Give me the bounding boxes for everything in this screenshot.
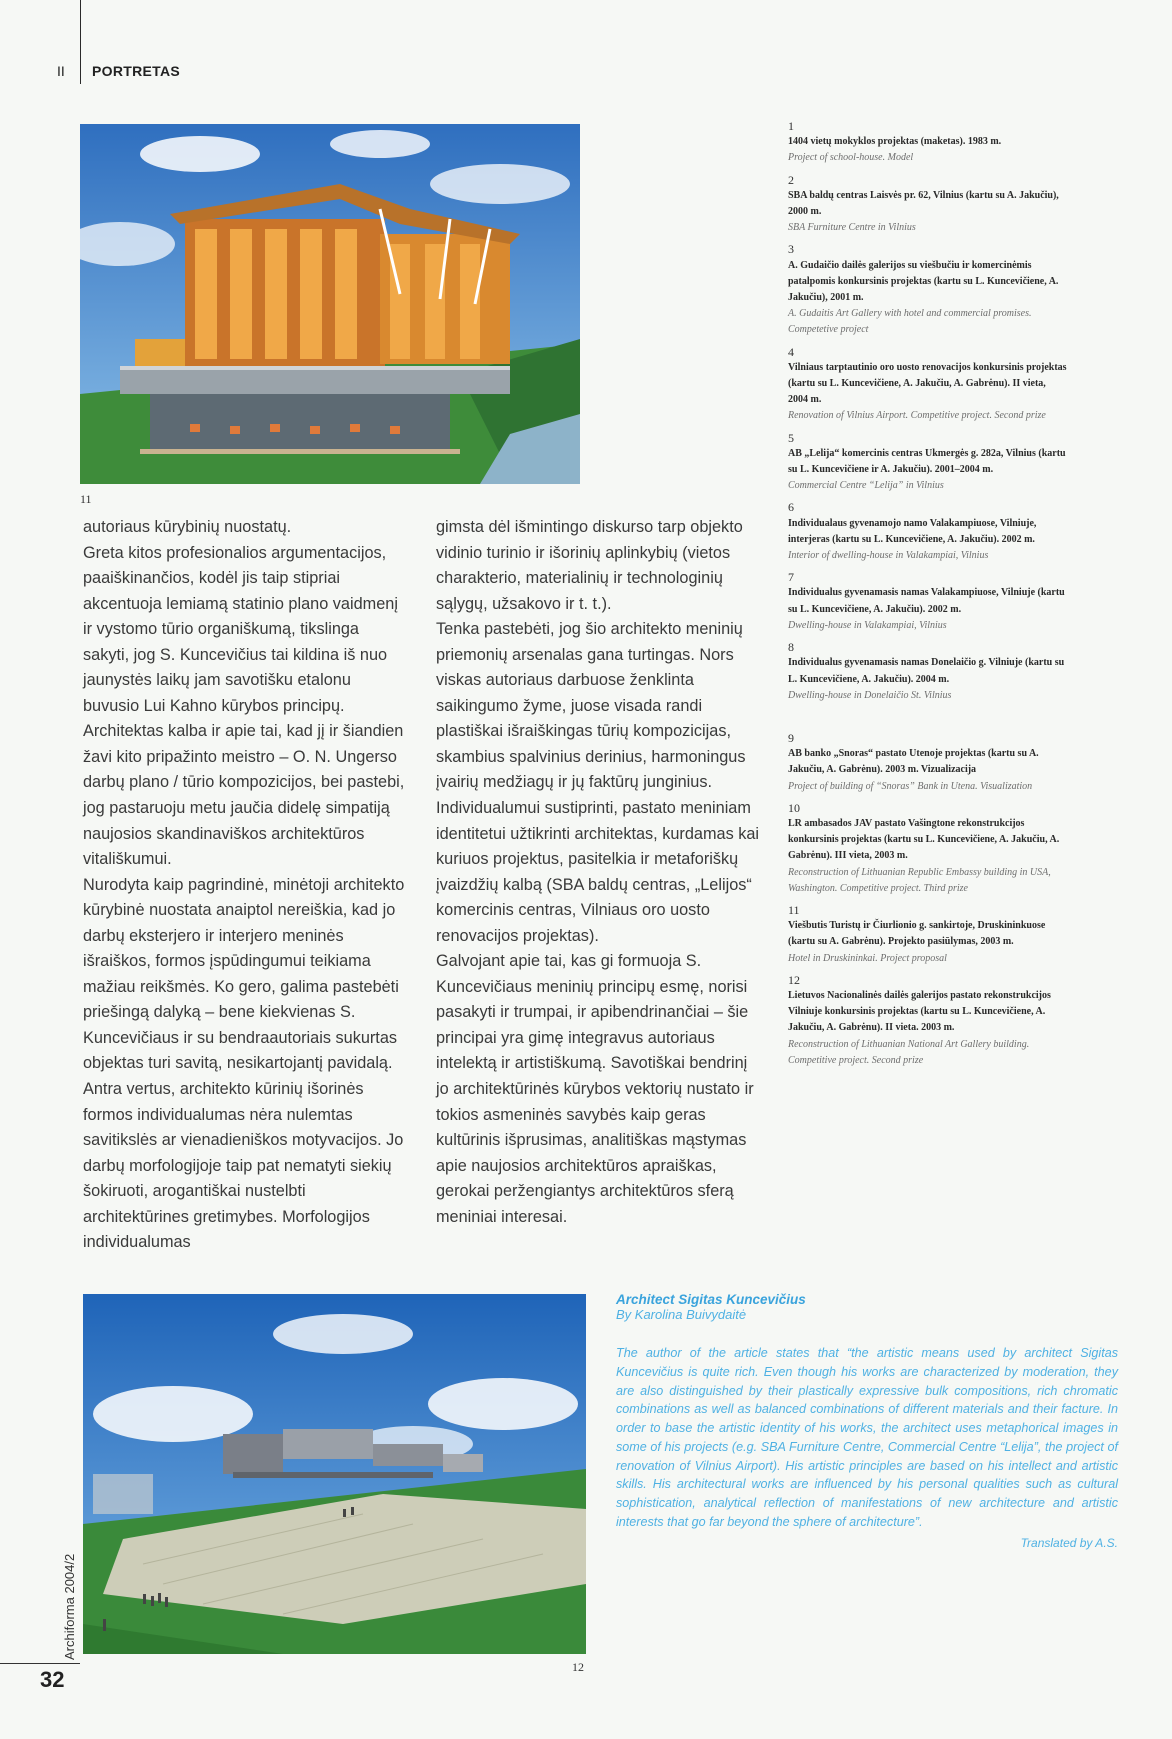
body-column-right: [436, 515, 761, 1230]
caption-en: Interior of dwelling-house in Valakampiai, Vilnius: [788, 550, 989, 562]
caption-en: A. Gudaitis Art Gallery with hotel and commercial promises. Competetive project: [788, 308, 1032, 336]
caption-lt: Individualus gyvenamasis namas Valakampiuose, Vilniuje (kartu su L. Kuncevičiene, A. Jakučiu). 2002 m.: [788, 587, 1065, 615]
caption-number: 10: [788, 800, 800, 815]
figure-11-image: [80, 124, 580, 484]
caption-item: [788, 800, 1068, 897]
caption-en: Dwelling-house in Valakampiai, Vilnius: [788, 619, 947, 631]
caption-number: 2: [788, 172, 794, 187]
caption-lt: Viešbutis Turistų ir Čiurlionio g. sankirtoje, Druskininkuose (kartu su A. Gabrėnu). Projekto pasiūlymas, 2003 m.: [788, 920, 1046, 948]
caption-lt: AB „Lelija“ komercinis centras Ukmergės g. 282a, Vilnius (kartu su L. Kuncevičiene ir A. Jakučiu). 2001–2004 m.: [788, 447, 1066, 476]
caption-number: 4: [788, 344, 794, 359]
caption-number: 9: [788, 730, 794, 745]
caption-lt: Lietuvos Nacionalinės dailės galerijos pastato rekonstrukcijos Vilniuje konkursinis projektas (kartu su L. Kuncevičiene, A. Jakučiu, A. Gabrėnu). II vieta. 2003 m.: [788, 989, 1051, 1034]
figure-12-image: [83, 1294, 586, 1654]
summary-byline: By Karolina Buivydaitė: [616, 1307, 747, 1322]
summary-translator: Translated by A.S.: [1020, 1535, 1118, 1550]
body-column-left: [83, 515, 408, 1256]
caption-number: 5: [788, 430, 794, 445]
page-number-rule: [0, 1663, 80, 1664]
english-summary: [616, 1292, 1118, 1550]
paragraph: Nurodyta kaip pagrindinė, minėtoji architekto kūrybinė nuostata anaiptol nereiškia, kad jo darbų eksterjero ir interjero meninės išraiškos, formos įspūdingumui teikiama mažiau reikšmės. Ko gero, galima pastebėti priešingą dalyką – bene kiekvienas S. Kuncevičiaus ir su bendraautoriais sukurtas objektas turi savitą, nesikartojantį pavidalą. Antra vertus, architekto kūrinių išorinės formos individualumas nėra nulemtas savitikslės ar vienadieniškos motyvacijos. Jo darbų morfologijoje taip pat nematyti siekių šokiruoti, arogantiškai nustelbti architektūrines gretimybes. Morfologijos individualumas: [83, 875, 405, 1252]
caption-item: [788, 569, 1068, 634]
caption-number: 7: [788, 570, 794, 585]
caption-lt: A. Gudaičio dailės galerijos su viešbučiu ir komercinėmis patalpomis konkursinis projektas (kartu su L. Kuncevičiene, A. Jakučiu), 2001 m.: [788, 259, 1059, 304]
caption-number: 11: [788, 902, 800, 917]
caption-en: SBA Furniture Centre in Vilnius: [788, 222, 916, 234]
caption-lt: Individualus gyvenamasis namas Donelaičio g. Vilniuje (kartu su L. Kuncevičiene, A. Jakučiu). 2004 m.: [788, 657, 1065, 685]
caption-en: Reconstruction of Lithuanian National Art Gallery building. Competitive project. Second prize: [788, 1038, 1030, 1066]
page-number: 32: [40, 1667, 65, 1692]
journal-issue-label: Archiforma 2004/2: [62, 1553, 77, 1660]
paragraph: autoriaus kūrybinių nuostatų.: [83, 518, 292, 536]
caption-item: [788, 118, 1068, 167]
section-title: PORTRETAS: [92, 63, 180, 79]
header-divider-line: [80, 0, 81, 84]
paragraph: Galvojant apie tai, kas gi formuoja S. Kuncevičiaus meninių principų esmę, norisi pasakyti ir trumpai, ir apibendrinančiai – šie principai yra gimę integravus autoriaus intelektą ir artistiškumą. Savotiškai bendrinį jo architektūrinės kūrybos vektorių nustato ir tokios asmeninės savybės kaip geras kultūrinis išprusimas, analitiškas mąstymas apie naujosios architektūros apraiškas, gerokai peržengiantys architektūros sferą meniniai interesai.: [436, 952, 754, 1226]
caption-lt: Individualaus gyvenamojo namo Valakampiuose, Vilniuje, interjeras (kartu su L. Kuncevičiene, A. Jakučiu). 2002 m.: [788, 517, 1037, 545]
summary-title: Architect Sigitas Kuncevičius: [616, 1292, 806, 1307]
caption-number: 3: [788, 242, 794, 257]
caption-en: Hotel in Druskininkai. Project proposal: [788, 952, 947, 964]
caption-item: [788, 902, 1068, 967]
caption-item: [788, 172, 1068, 237]
caption-lt: Vilniaus tarptautinio oro uosto renovacijos konkursinis projektas (kartu su L. Kuncevičiene, A. Jakučiu, A. Gabrėnu). II vieta, 2004 m.: [788, 361, 1067, 406]
caption-item: [788, 639, 1068, 704]
caption-item: [788, 972, 1068, 1069]
summary-abstract: The author of the article states that “the artistic means used by architect Sigitas Kuncevičius is quite rich. Even though his works are characterized by moderation, they are also distinguished by their plastically expressive bulk compositions, rich chromatic combinations as well as balanced combinations of different materials and their facture. In order to base the artistic identity of his works, the architect uses metaphorical images in some of his projects (e.g. SBA Furniture Centre, Commercial Centre “Lelija”, the project of renovation of Vilnius Airport). His artistic principles are based on his intellect and artistic skills. His architectural works are influenced by his personal qualities such as cultural sophistication, analytical reflection of manifestations of new architecture and artistic interests that go far beyond the sphere of architecture”.: [616, 1346, 1118, 1529]
caption-en: Reconstruction of Lithuanian Republic Embassy building in USA, Washington. Competitive project. Third prize: [788, 866, 1051, 894]
paragraph: Tenka pastebėti, jog šio architekto meninių priemonių arsenalas gana turtingas. Nors viskas autoriaus darbuose ženklinta saikingumo žyme, juose visada randi plastiškai išraiškingas tūrių kompozicijas, skambius spalvinius derinius, harmoningus įvairių medžiagų ir jų faktūrų junginius. Individualumui sustiprinti, pastato meniniam identitetui užtikrinti architektas, kurdamas kai kuriuos projektus, pasitelkia ir metaforiškų įvaizdžių kalbą (SBA baldų centras, „Lelijos“ komercinis centras, Vilniaus oro uosto renovacijos projektas).: [436, 620, 760, 945]
figure-12-number: 12: [572, 1660, 584, 1674]
caption-item: [788, 499, 1068, 564]
caption-lt: AB banko „Snoras“ pastato Utenoje projektas (kartu su A. Jakučiu, A. Gabrėnu). 2003 m. Vizualizacija: [788, 748, 1039, 776]
caption-number: 1: [788, 119, 794, 133]
caption-en: Project of school-house. Model: [788, 152, 914, 164]
caption-en: Renovation of Vilnius Airport. Competitive project. Second prize: [788, 410, 1046, 422]
caption-item: [788, 730, 1068, 795]
paragraph: Greta kitos profesionalios argumentacijos, paaiškinančios, kodėl jis taip stipriai akcentuoja lemiamą statinio plano vaidmenį ir vystomo tūrio organiškumą, tikslinga sakyti, jog S. Kuncevičius tai kildina iš nuo jaunystės laikų jam savotišku etalonu buvusio Lui Kahno kūrybos principų. Architektas kalba ir apie tai, kad jį ir šiandien žavi kito pripažinto meistro – O. N. Ungerso darbų plano / tūrio kompozicijos, bei pastebi, jog pastaruoju metu jaučia didelę simpatiją naujosios skandinaviškos architektūros vitališkumui.: [83, 543, 405, 869]
section-number: II: [57, 63, 65, 79]
caption-item: [788, 241, 1068, 338]
caption-number: 6: [788, 500, 794, 515]
caption-item: [788, 344, 1068, 425]
paragraph: gimsta dėl išmintingo diskurso tarp objekto vidinio turinio ir išorinių aplinkybių (vietos charakterio, materialinių ir technologinių sąlygų, užsakovo ir t. t.).: [436, 518, 743, 613]
caption-en: Dwelling-house in Donelaičio St. Vilnius: [788, 689, 952, 701]
caption-lt: LR ambasados JAV pastato Vašingtone rekonstrukcijos konkursinis projektas (kartu su L. Kuncevičiene, A. Jakučiu, A. Gabrėnu). III vieta, 2003 m.: [788, 817, 1060, 862]
figure-captions: [788, 118, 1068, 1074]
caption-lt: 1404 vietų mokyklos projektas (maketas). 1983 m.: [788, 136, 1002, 148]
caption-en: Project of building of “Snoras” Bank in Utena. Visualization: [788, 780, 1033, 792]
caption-lt: SBA baldų centras Laisvės pr. 62, Vilnius (kartu su A. Jakučiu), 2000 m.: [788, 189, 1059, 218]
caption-number: 8: [788, 640, 794, 655]
caption-number: 12: [788, 972, 800, 987]
caption-item: [788, 430, 1068, 495]
caption-en: Commercial Centre “Lelija” in Vilnius: [788, 480, 944, 492]
figure-11-number: 11: [80, 492, 92, 506]
